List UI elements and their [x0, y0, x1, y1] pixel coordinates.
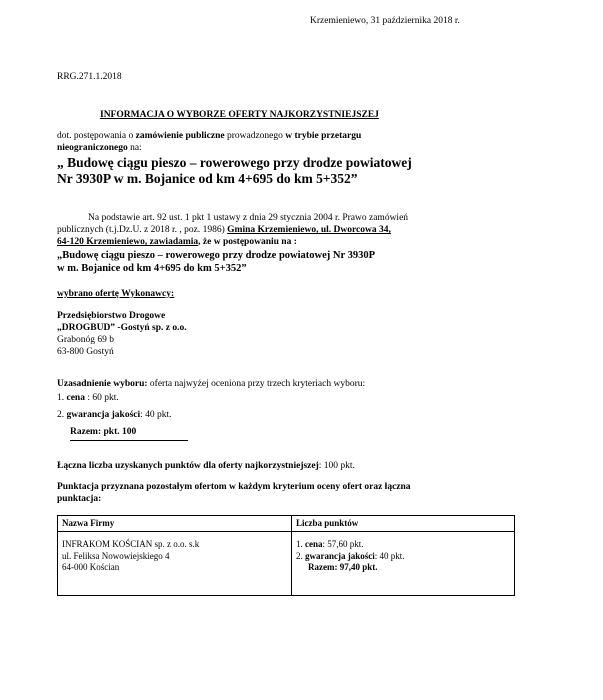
body-subject-line-2: w m. Bojanice od km 4+695 do km 5+352”	[57, 263, 247, 274]
subject-line-2: Nr 3930P w m. Bojanice od km 4+695 do km 5+352”	[57, 171, 358, 186]
justification-text: oferta najwyżej oceniona przy trzech kryteriach wyboru:	[147, 379, 366, 389]
winner-name-1: Przedsiębiorstwo Drogowe	[57, 311, 166, 321]
score-price	[296, 539, 510, 550]
date-line: Krzemieniewo, 31 października 2018 r.	[310, 16, 460, 26]
intro-bold-text: zamówienie publiczne	[135, 131, 225, 141]
others-heading-line-1: Punktacja przyznana pozostałym ofertom w każdym kryterium oceny ofert oraz łączna	[57, 482, 411, 492]
table-row	[58, 532, 515, 596]
criterion-number: 2.	[57, 410, 67, 420]
score-number: 2.	[296, 550, 305, 561]
winner-city: 63-800 Gostyń	[57, 347, 114, 357]
intro-bold-text: w trybie przetargu	[285, 131, 362, 141]
column-header-company: Nazwa Firmy	[58, 516, 292, 532]
winner-heading: wybrano ofertę Wykonawcy:	[57, 289, 175, 299]
justification-line	[57, 379, 365, 391]
other-offers-table	[57, 515, 515, 596]
score-label: gwarancja jakości	[305, 550, 375, 561]
score-warranty	[296, 551, 510, 562]
intro-line-2	[57, 143, 142, 155]
criterion-number: 1.	[57, 393, 67, 403]
total-points-label: Łączna liczba uzyskanych punktów dla oferty najkorzystniejszej	[57, 461, 319, 471]
intro-line-1	[57, 131, 361, 143]
document-title: INFORMACJA O WYBORZE OFERTY NAJKORZYSTNIEJSZEJ	[100, 110, 379, 120]
score-number: 1.	[296, 539, 305, 550]
criterion-label: cena	[66, 393, 85, 403]
winner-name-2: „DROGBUD” -Gostyń sp. z o.o.	[57, 323, 187, 333]
score-value: : 40 pkt.	[374, 550, 405, 561]
total-points-line	[57, 461, 355, 473]
table-header-row	[58, 516, 515, 532]
company-name: INFRAKOM KOŚCIAN sp. z o.o. s.k	[62, 539, 200, 550]
intro-text: na:	[127, 143, 142, 153]
intro-text: dot. postępowania o	[57, 131, 136, 141]
column-header-points: Liczba punktów	[292, 516, 515, 532]
intro-bold-text: nieograniczonego	[57, 143, 128, 153]
criterion-label: gwarancja jakości	[66, 410, 141, 420]
body-line-3	[57, 237, 297, 249]
criterion-value: : 60 pkt.	[84, 393, 119, 403]
score-total: Razem: 97,40 pkt.	[308, 561, 378, 572]
justification-total: Razem: pkt. 100	[70, 427, 188, 441]
company-street: ul. Feliksa Nowowiejskiego 4	[62, 550, 170, 561]
body-subject-line-1: „Budowę ciągu pieszo – rowerowego przy drodze powiatowej Nr 3930P	[57, 250, 375, 261]
points-cell	[292, 532, 515, 596]
criterion-price	[57, 393, 119, 405]
body-text: publicznych (t.j.Dz.U. z 2018 r. , poz. 1986)	[57, 225, 228, 235]
reference-number: RRG.271.1.2018	[57, 72, 122, 82]
justification-label: Uzasadnienie wyboru:	[57, 379, 148, 389]
company-city: 64-000 Kościan	[62, 561, 120, 572]
criterion-warranty	[57, 410, 172, 422]
score-label: cena	[305, 539, 323, 550]
body-bold-text: , że w postępowaniu na :	[198, 237, 297, 247]
company-cell	[58, 532, 292, 596]
municipality-address: Gmina Krzemieniewo, ul. Dworcowa 34,	[227, 225, 391, 235]
body-line-1: Na podstawie art. 92 ust. 1 pkt 1 ustawy z dnia 29 stycznia 2004 r. Prawo zamówień	[88, 213, 409, 223]
intro-text: prowadzonego	[224, 131, 286, 141]
criterion-value: : 40 pkt.	[140, 410, 172, 420]
winner-street: Grabonóg 69 b	[57, 335, 114, 345]
total-points-value: : 100 pkt.	[318, 461, 355, 471]
municipality-address: 64-120 Krzemieniewo, zawiadamia	[57, 237, 199, 247]
score-value: : 57,60 pkt.	[322, 539, 364, 550]
subject-line-1: „ Budowę ciągu pieszo – rowerowego przy drodze powiatowej	[57, 155, 412, 170]
others-heading-line-2: punktacja:	[57, 494, 102, 504]
body-line-2	[57, 225, 391, 237]
